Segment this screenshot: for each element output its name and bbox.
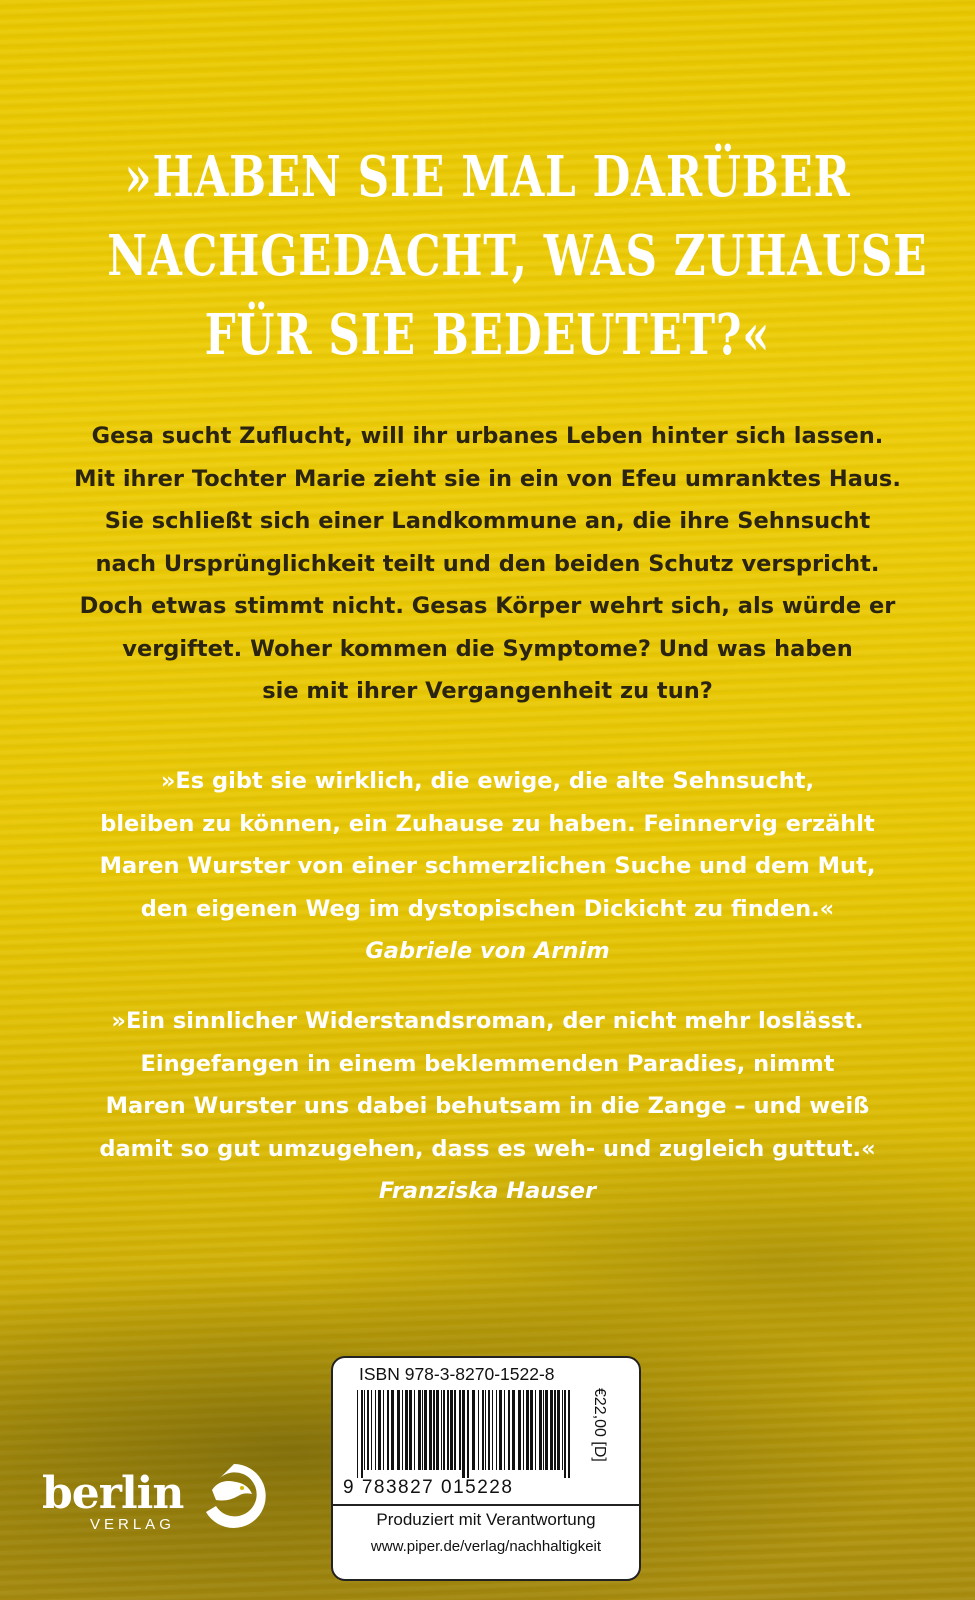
blurb-line: Mit ihrer Tochter Marie zieht sie in ein von Efeu umranktes Haus. xyxy=(74,465,901,492)
barcode-bar xyxy=(557,1390,560,1470)
barcode-bar xyxy=(562,1390,563,1470)
barcode-bar xyxy=(467,1390,469,1478)
quote-line: Eingefangen in einem beklemmenden Paradies, nimmt xyxy=(140,1050,835,1077)
barcode-bar xyxy=(462,1390,465,1478)
headline-line: FÜR SIE BEDEUTET?« xyxy=(204,302,771,368)
headline-line: NACHGEDACHT, WAS ZUHAUSE xyxy=(107,223,928,289)
isbn-text: ISBN 978-3-8270-1522-8 xyxy=(359,1364,555,1384)
barcode-bar xyxy=(459,1390,461,1470)
barcode-bar xyxy=(543,1390,544,1470)
blurb-line: Gesa sucht Zuflucht, will ihr urbanes Leben hinter sich lassen. xyxy=(91,423,884,449)
barcode-bar xyxy=(387,1390,389,1470)
barcode-bar xyxy=(454,1390,456,1470)
barcode-bar xyxy=(535,1390,536,1470)
barcode-bar xyxy=(422,1390,423,1470)
quote-line: damit so gut umzugehen, dass es weh- und zugleich guttut.« xyxy=(99,1135,876,1162)
barcode-bar xyxy=(397,1390,400,1470)
headline-quote xyxy=(107,138,928,375)
barcode-bar xyxy=(414,1390,415,1470)
blurb-line: Sie schließt sich einer Landkommune an, die ihre Sehnsucht xyxy=(104,508,871,534)
blurb-line: Doch etwas stimmt nicht. Gesas Körper wehrt sich, als würde er xyxy=(79,593,896,619)
publisher-logo xyxy=(42,1468,272,1548)
quote-author: Franziska Hauser xyxy=(378,1178,597,1204)
barcode-bar xyxy=(429,1390,432,1470)
quote-author: Gabriele von Arnim xyxy=(365,938,610,964)
barcode-bar xyxy=(512,1390,515,1470)
barcode-bar xyxy=(496,1390,497,1470)
sustainability-url: www.piper.de/verlag/nachhaltigkeit xyxy=(370,1538,602,1555)
book-blurb xyxy=(0,415,975,713)
barcode-bar xyxy=(492,1390,493,1470)
barcode-bar xyxy=(478,1390,479,1470)
barcode-bar xyxy=(364,1390,365,1470)
barcode-bar xyxy=(518,1390,521,1470)
headline-line: »HABEN SIE MAL DARÜBER xyxy=(124,144,851,210)
quote-line: Maren Wurster von einer schmerzlichen Suche und dem Mut, xyxy=(99,853,876,879)
barcode-bar xyxy=(371,1390,372,1470)
barcode-bar xyxy=(402,1390,403,1470)
barcode-bar xyxy=(482,1390,484,1470)
barcode-bar xyxy=(564,1390,566,1478)
quote-line: »Es gibt sie wirklich, die ewige, die alte Sehnsucht, xyxy=(160,768,815,794)
barcode-bar xyxy=(485,1390,486,1470)
barcode-bar xyxy=(375,1390,376,1470)
divider xyxy=(333,1504,639,1506)
bear-icon xyxy=(198,1460,270,1532)
barcode-bar xyxy=(441,1390,442,1470)
quote-line: »Ein sinnlicher Widerstandsroman, der nicht mehr loslässt. xyxy=(111,1008,864,1034)
barcode-bar xyxy=(488,1390,490,1470)
barcode-bar xyxy=(447,1390,449,1470)
barcode-digits: 9 783827 015228 xyxy=(343,1477,514,1498)
barcode-bar xyxy=(361,1390,363,1478)
publisher-name: berlin xyxy=(42,1468,184,1519)
produced-responsibly-text: Produziert mit Verantwortung xyxy=(376,1510,596,1529)
barcode-bar xyxy=(499,1390,502,1470)
quote-line: bleiben zu können, ein Zuhause zu haben. Feinnervig erzählt xyxy=(100,810,875,837)
barcode-bar xyxy=(450,1390,453,1470)
review-quote-2 xyxy=(0,1000,975,1213)
barcode-bar xyxy=(539,1390,542,1470)
review-quote-1 xyxy=(0,760,975,973)
barcode-bar xyxy=(530,1390,533,1470)
barcode-bar xyxy=(523,1390,524,1470)
barcode-label xyxy=(331,1356,641,1581)
barcode-bar xyxy=(436,1390,439,1470)
barcode-bar xyxy=(526,1390,529,1470)
barcode-bar xyxy=(550,1390,553,1470)
price-text: €22,00 [D] xyxy=(591,1388,608,1462)
barcode-bar xyxy=(472,1390,475,1470)
barcode-bar xyxy=(378,1390,381,1470)
barcode-bar xyxy=(424,1390,427,1470)
quote-line: den eigenen Weg im dystopischen Dickicht zu finden.« xyxy=(140,895,835,922)
barcode-bar xyxy=(433,1390,435,1470)
barcode-bar xyxy=(357,1390,358,1478)
barcode-bar xyxy=(383,1390,384,1470)
barcode-bar xyxy=(443,1390,445,1470)
blurb-line: vergiftet. Woher kommen die Symptome? Und was haben xyxy=(122,635,853,662)
barcode-bar xyxy=(391,1390,394,1470)
barcode-bar xyxy=(367,1390,369,1470)
blurb-line: nach Ursprünglichkeit teilt und den beiden Schutz verspricht. xyxy=(95,550,880,577)
barcode-bar xyxy=(545,1390,548,1470)
blurb-line: sie mit ihrer Vergangenheit zu tun? xyxy=(262,678,713,704)
barcode-bar xyxy=(508,1390,510,1470)
barcode-bar xyxy=(568,1390,570,1478)
barcode-bar xyxy=(554,1390,556,1470)
barcode-bar xyxy=(405,1390,408,1470)
barcode-bar xyxy=(418,1390,421,1470)
barcode-bar xyxy=(504,1390,505,1470)
barcode-bar xyxy=(409,1390,412,1470)
publisher-sub: VERLAG xyxy=(90,1516,175,1533)
quote-line: Maren Wurster uns dabei behutsam in die Zange – und weiß xyxy=(105,1093,870,1119)
barcode-icon xyxy=(357,1390,575,1478)
